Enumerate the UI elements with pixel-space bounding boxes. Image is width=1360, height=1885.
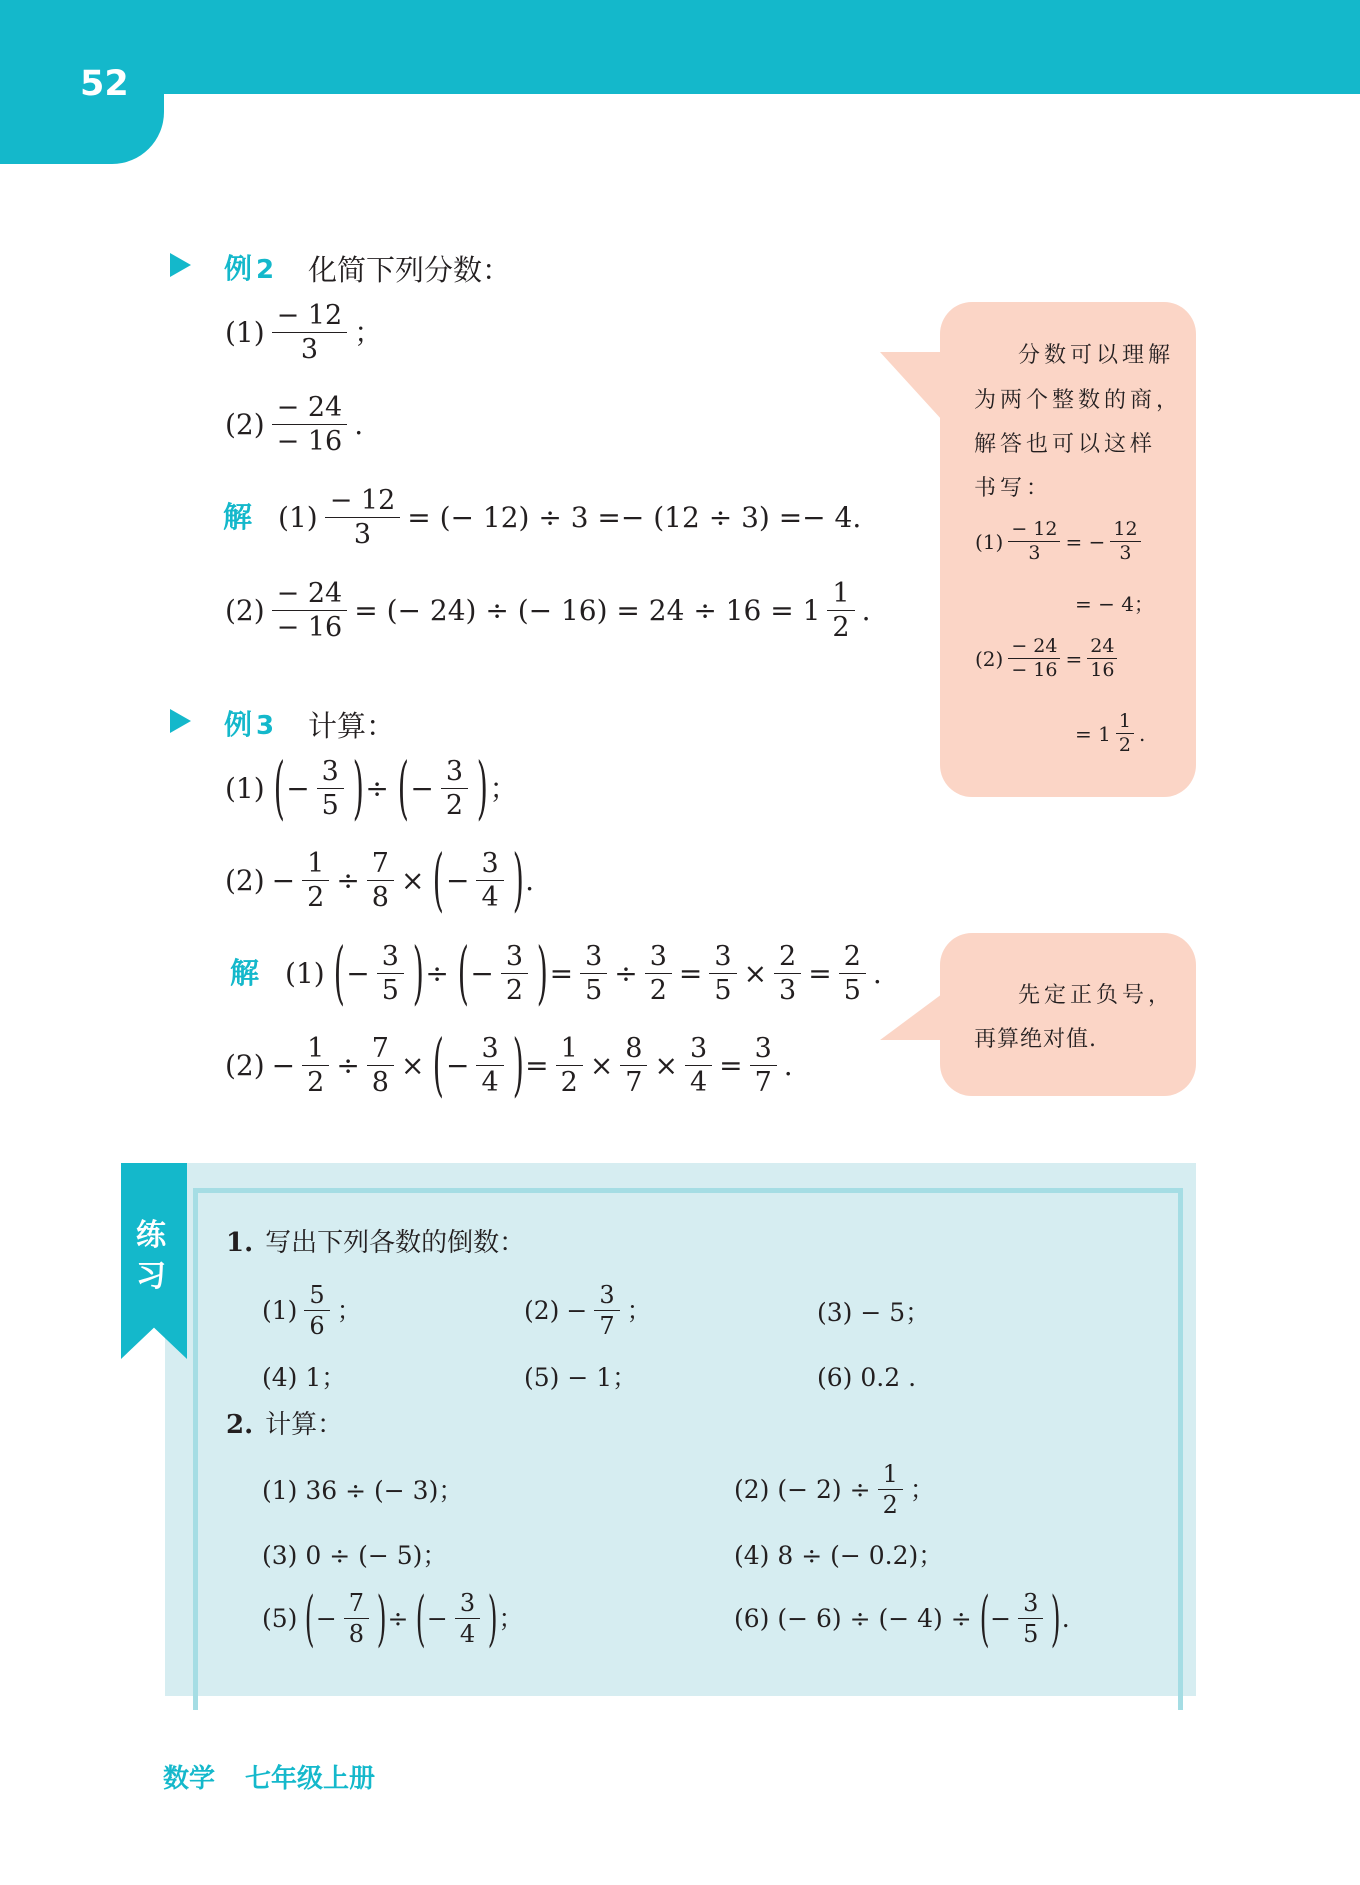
example3-problem-2: (2) − $\frac{1}{2}$ ÷ $\frac{7}{8}$ × ( − $\frac{3}{4}$ ) . [225,841,535,920]
footer-subject: 数学 [163,1764,216,1794]
example3-problem-1: (1) ( − $\frac{3}{5}$ ) ÷ ( − $\frac{3}{2}$ ) ； [225,749,518,828]
exercise-q1-item-6: (6) 0.2 . [817,1363,917,1392]
note1-line-3: 解答也可以这样 [974,432,1157,457]
exercise-q1-heading: 1. 写出下列各数的倒数： [226,1228,526,1258]
ribbon-char-1: 练 [136,1218,166,1253]
example3-solution-2: (2) − $\frac{1}{2}$ ÷ $\frac{7}{8}$ × ( − $\frac{3}{4}$ ) = $\frac{1}{2}$ × $\frac{8}{7}$ × $\frac{3}{4}$ = $\frac{3}{7}$ . [225,1026,793,1105]
example2-title: 化简下列分数： [308,253,512,287]
ribbon-char-2: 习 [136,1259,166,1294]
exercise-q1-item-1: (1) $\frac{5}{6}$ ； [262,1281,362,1340]
example3-label: 例 3 [224,708,275,741]
note1-line-2: 为两个整数的商， [974,388,1183,413]
footer-grade: 七年级上册 [245,1764,376,1794]
note2-line-1: 先定正负号， [1018,983,1175,1008]
example-marker-icon [170,253,191,277]
note2-line-2: 再算绝对值. [974,1027,1097,1052]
exercise-q1-item-5: (5) − 1； [524,1363,638,1392]
note1-math-3: (2) $\frac{- 24}{- 16}$ = $\frac{24}{16}$ [975,637,1122,680]
footer [163,1758,405,1795]
exercise-q1-item-2: (2) − $\frac{3}{7}$ ； [524,1281,652,1340]
example2-label: 例 2 [224,252,275,285]
exercise-q2-item-2: (2) (− 2) ÷ $\frac{1}{2}$ ； [734,1460,935,1519]
example2-problem-2: (2) $\frac{- 24}{- 16}$ . [225,392,364,457]
exercise-q2-item-5: (5) ( − $\frac{7}{8}$ ) ÷ ( − $\frac{3}{4}$ ) ； [262,1583,524,1654]
note-bubble-tail [880,352,942,420]
note1-line-4: 书写： [974,476,1053,501]
exercise-q1-item-4: (4) 1； [262,1363,347,1392]
example2-problem-1: (1) $\frac{- 12}{3}$ ； [225,300,383,365]
exercise-q1-item-3: (3) − 5； [817,1298,931,1327]
exercise-q2-heading: 2. 计算： [226,1410,344,1440]
note1-math-2: = − 4； [1075,592,1154,616]
example3-solution-1: 解 (1) ( − $\frac{3}{5}$ ) ÷ ( − $\frac{3}{2}$ ) = $\frac{3}{5}$ ÷ $\frac{3}{2}$ = $\frac{3}{5}$ × $\frac{2}{3}$ = $\frac{2}{5}$ . [230,934,882,1013]
note-bubble-sign [940,933,1196,1096]
exercise-q2-item-1: (1) 36 ÷ (− 3)； [262,1476,464,1505]
note1-line-1: 分数可以理解 [1018,343,1175,368]
note-bubble-tail [880,994,942,1040]
exercise-q2-item-4: (4) 8 ÷ (− 0.2)； [734,1541,944,1570]
example-marker-icon [170,709,191,733]
page-number: 52 [80,64,129,104]
example3-title: 计算： [308,709,396,743]
example2-solution-2: (2) $\frac{- 24}{- 16}$ = (− 24) ÷ (− 16) = 24 ÷ 16 = 1 $\frac{1}{2}$ . [225,578,871,643]
header-bar [0,0,1360,94]
example2-solution-1: 解 (1) $\frac{- 12}{3}$ = (− 12) ÷ 3 =− (12 ÷ 3) =− 4. [223,485,862,550]
note1-math-4: = 1 $\frac{1}{2}$ . [1075,710,1146,756]
note1-math-1: (1) $\frac{- 12}{3}$ = − $\frac{12}{3}$ [975,520,1146,563]
exercise-q2-item-6: (6) (− 6) ÷ (− 4) ÷ ( − $\frac{3}{5}$ ) . [734,1583,1070,1654]
exercise-q2-item-3: (3) 0 ÷ (− 5)； [262,1541,448,1570]
